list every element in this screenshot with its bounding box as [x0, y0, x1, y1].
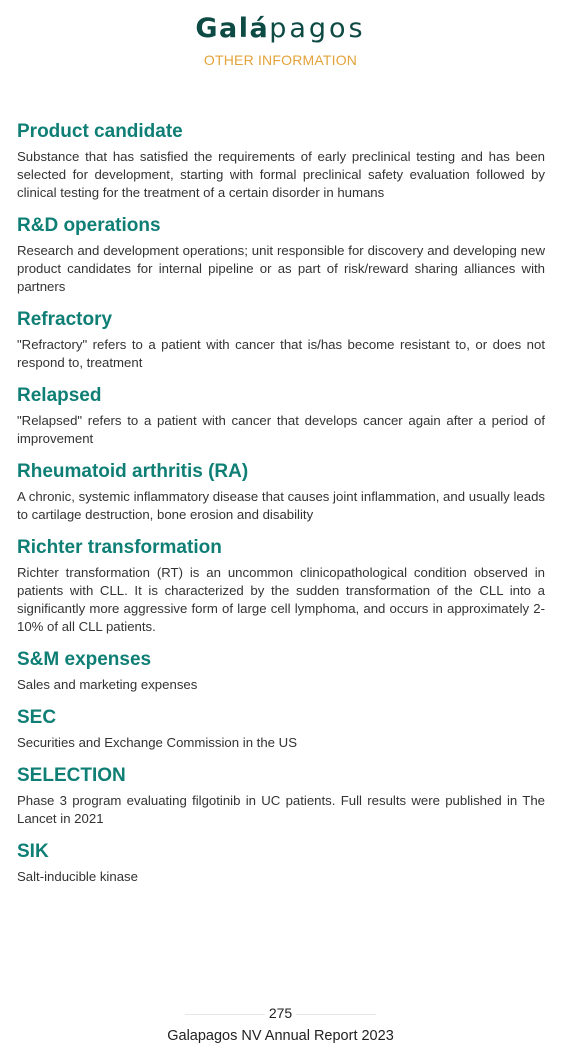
glossary-term: Product candidate: [17, 121, 183, 142]
glossary-entry-relapsed: [17, 383, 545, 448]
glossary-term: SIK: [17, 841, 49, 862]
page-header: [0, 12, 561, 68]
glossary-definition: "Refractory" refers to a patient with cancer that is/has become resistant to, or does not respond to, treatment: [17, 337, 545, 370]
galapagos-logo: [0, 12, 561, 46]
glossary-entry-rd-operations: [17, 213, 545, 296]
logo-bold-part: Galá: [195, 13, 270, 44]
glossary-term: SELECTION: [17, 765, 126, 786]
glossary-definition: A chronic, systemic inflammatory disease that causes joint inflammation, and usually leads to cartilage destruction, bone erosion and disability: [17, 489, 545, 522]
glossary-entry-sec: [17, 705, 545, 752]
glossary-entry-selection: [17, 763, 545, 828]
page-footer: [0, 1004, 561, 1046]
glossary-definition: Richter transformation (RT) is an uncommon clinicopathological condition observed in patients with CLL. It is characterized by the sudden transformation of the CLL into a significantly more aggressive form of large cell lymphoma, and occurs in approximately 2-10% of all CLL patients.: [17, 565, 545, 634]
glossary-entry-refractory: [17, 307, 545, 372]
glossary-entry-sm-expenses: [17, 647, 545, 694]
glossary-term: R&D operations: [17, 215, 161, 236]
glossary-term: Refractory: [17, 309, 113, 330]
report-title: Galapagos NV Annual Report 2023: [167, 1028, 394, 1044]
glossary-definition: Securities and Exchange Commission in the US: [17, 735, 298, 750]
glossary-definition: Sales and marketing expenses: [17, 677, 198, 692]
glossary-definition: "Relapsed" refers to a patient with cancer that develops cancer again after a period of improvement: [17, 413, 545, 446]
logo-light-part: pagos: [269, 13, 366, 44]
glossary-term: Richter transformation: [17, 537, 222, 558]
section-label: OTHER INFORMATION: [203, 52, 358, 68]
page-number: 275: [265, 1004, 296, 1022]
glossary-term: S&M expenses: [17, 649, 152, 670]
glossary-definition: Salt-inducible kinase: [17, 869, 138, 884]
glossary-definition: Research and development operations; unit responsible for discovery and developing new product candidates for internal pipeline or as part of risk/reward sharing alliances with partners: [17, 243, 545, 294]
glossary-term: Rheumatoid arthritis (RA): [17, 461, 249, 482]
glossary-definition: Substance that has satisfied the requirements of early preclinical testing and has been selected for development, starting with formal preclinical safety evaluation followed by clinical testing for the treatment of a certain disorder in humans: [17, 149, 545, 200]
glossary-entry-rheumatoid-arthritis: [17, 459, 545, 524]
glossary-entry-sik: [17, 839, 545, 886]
glossary-term: SEC: [17, 707, 57, 728]
glossary-entry-richter-transformation: [17, 535, 545, 636]
glossary-entry-product-candidate: [17, 119, 545, 202]
glossary-term: Relapsed: [17, 385, 102, 406]
glossary-definition: Phase 3 program evaluating filgotinib in UC patients. Full results were published in The Lancet in 2021: [17, 793, 545, 826]
glossary-list: [17, 119, 545, 897]
